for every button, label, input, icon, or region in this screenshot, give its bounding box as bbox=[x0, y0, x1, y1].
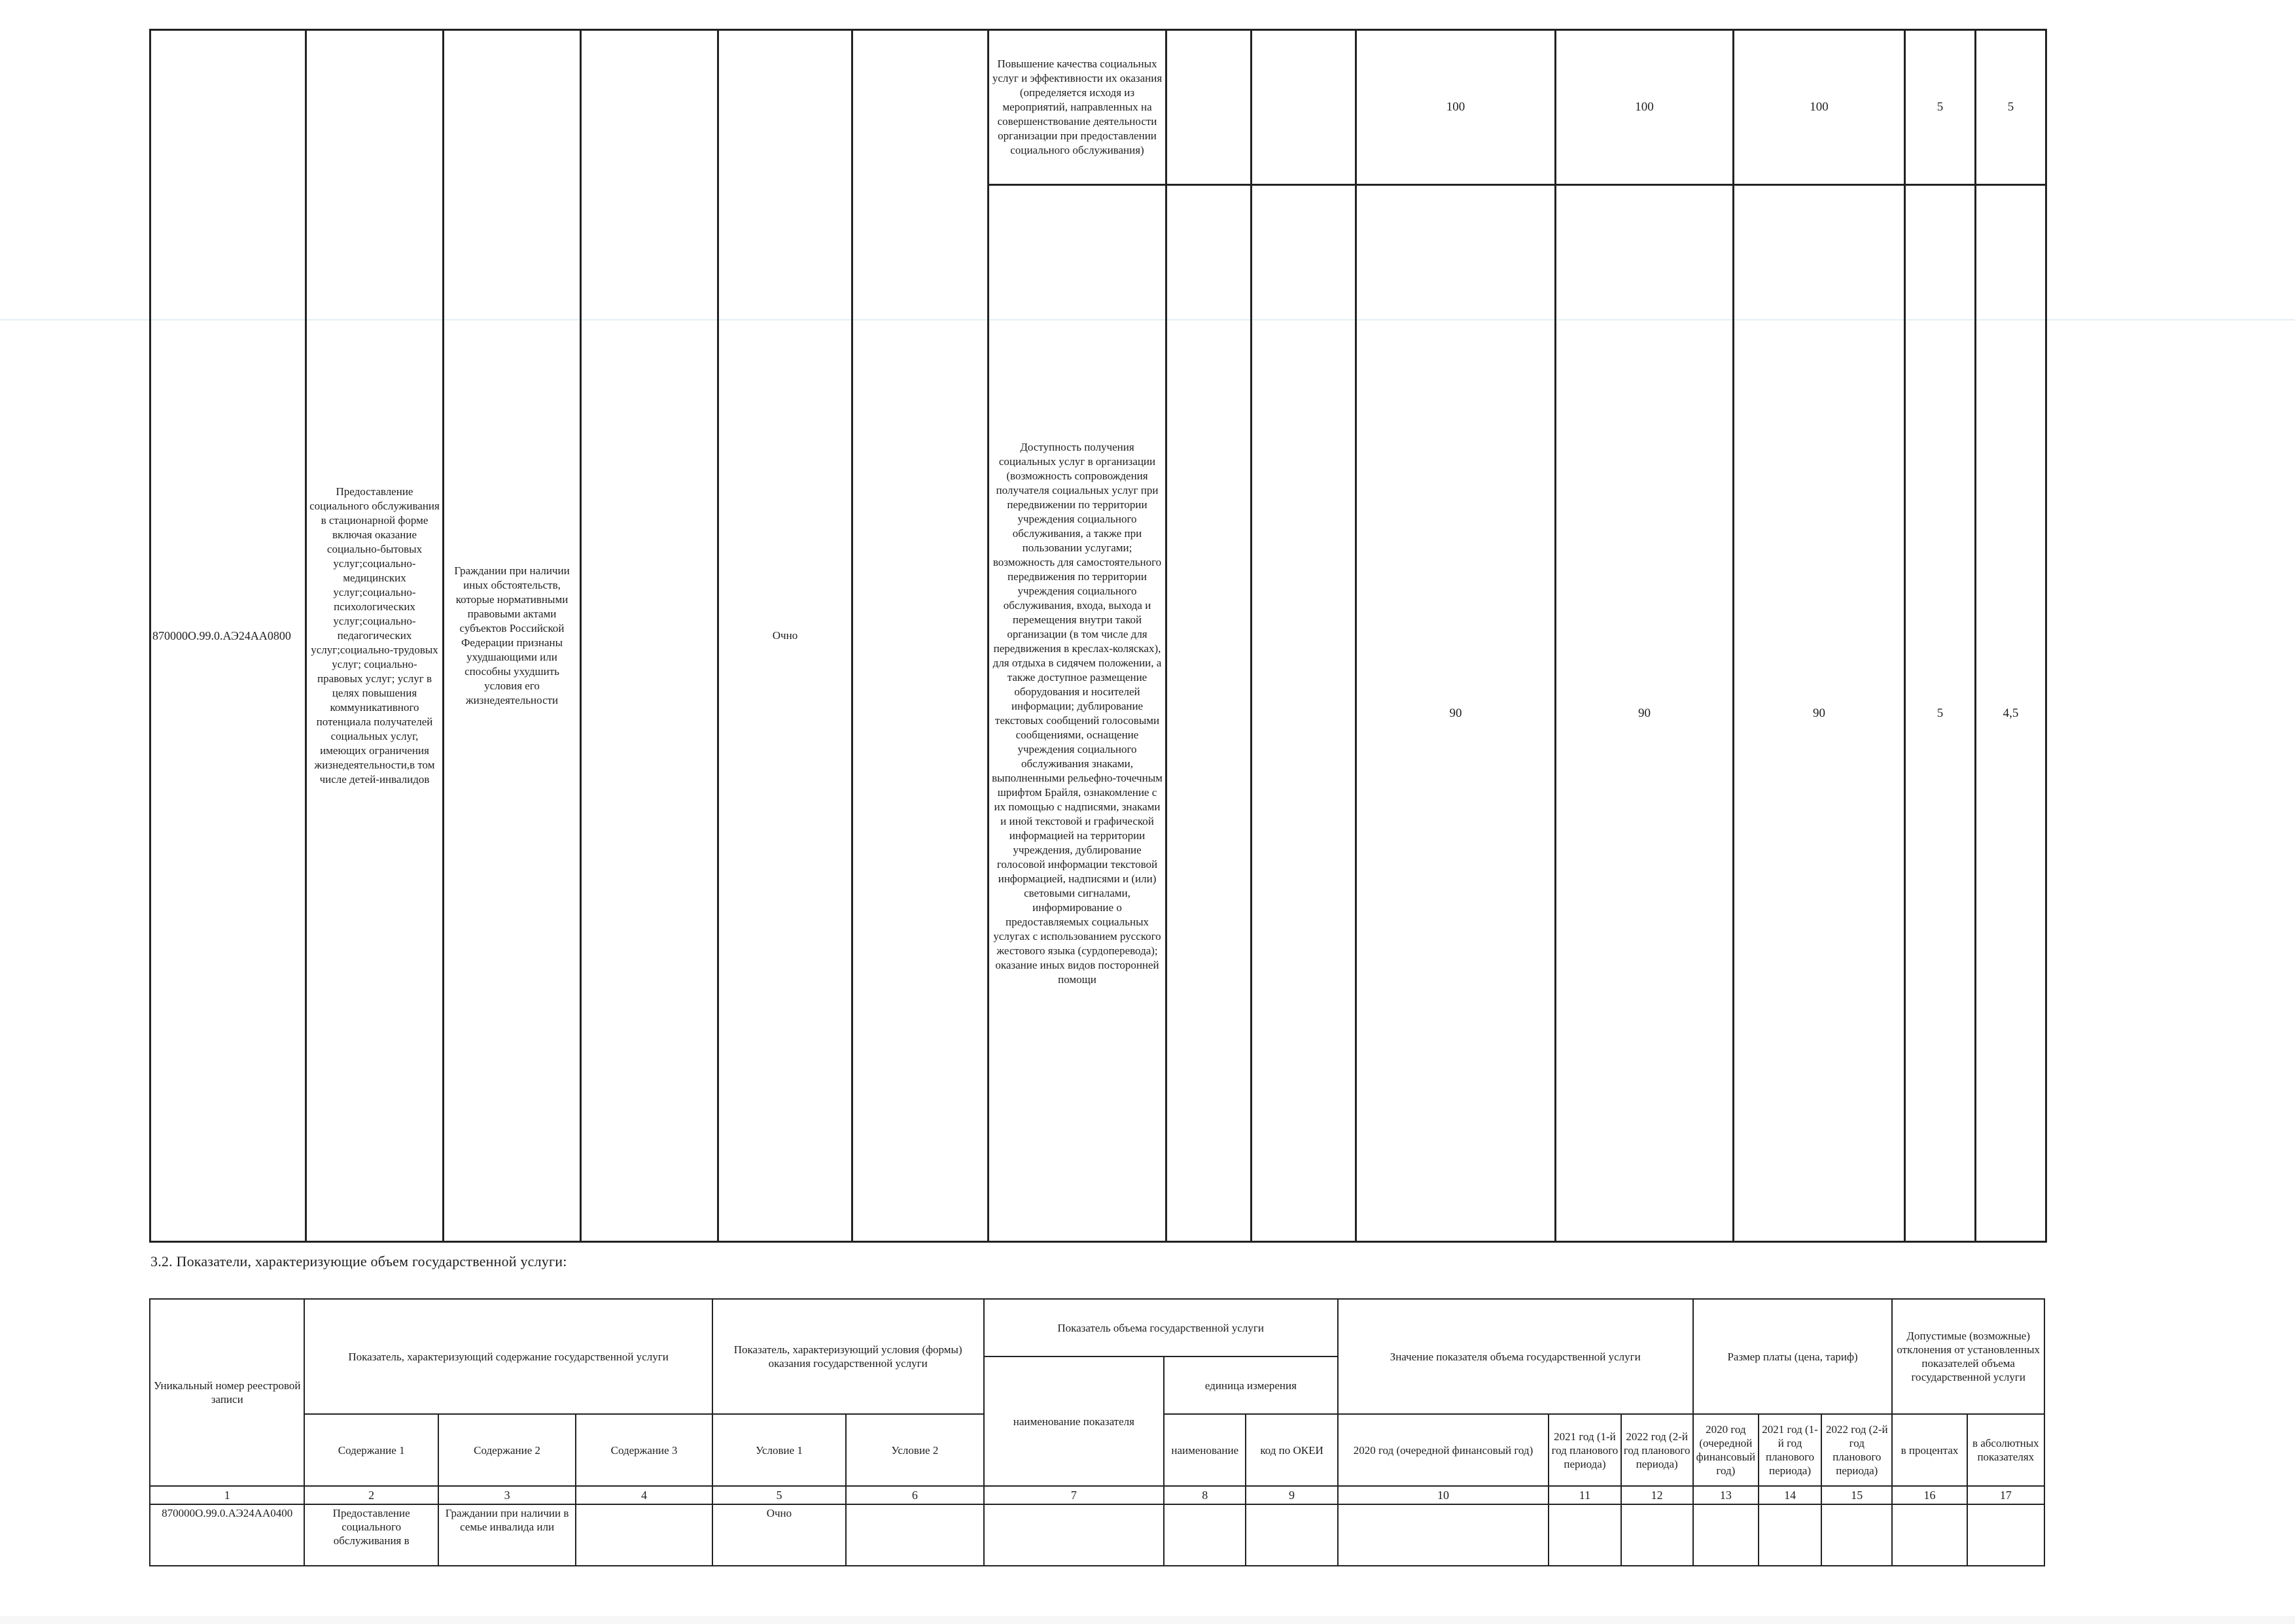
column-number: 9 bbox=[1246, 1486, 1337, 1504]
value-2021-cell: 100 bbox=[1556, 30, 1734, 185]
unit-name-header: наименование bbox=[1164, 1414, 1246, 1486]
table-row bbox=[150, 30, 2046, 185]
deviation-percent-cell bbox=[1892, 1504, 1967, 1566]
column-number: 15 bbox=[1821, 1486, 1892, 1504]
condition-2-header: Условие 2 bbox=[846, 1414, 983, 1486]
deviation-absolute-cell bbox=[1967, 1504, 2044, 1566]
fee-2020-cell bbox=[1693, 1504, 1759, 1566]
year-2020-cell bbox=[1338, 1504, 1549, 1566]
deviation-group-header: Допустимые (возможные) отклонения от установленных показателей объема государственной услуги bbox=[1892, 1299, 2044, 1414]
column-number: 17 bbox=[1967, 1486, 2044, 1504]
registry-number-header: Уникальный номер реестровой записи bbox=[150, 1299, 304, 1486]
column-number: 12 bbox=[1621, 1486, 1693, 1504]
year-2022-cell bbox=[1621, 1504, 1693, 1566]
fee-2021-cell bbox=[1759, 1504, 1821, 1566]
column-number: 1 bbox=[150, 1486, 304, 1504]
content-3-cell bbox=[581, 30, 718, 1242]
deviation-percent-cell: 5 bbox=[1905, 30, 1976, 185]
deviation-percent-header: в процентах bbox=[1892, 1414, 1967, 1486]
fee-2020-header: 2020 год (очередной финансовый год) bbox=[1693, 1414, 1759, 1486]
value-2020-cell: 100 bbox=[1356, 30, 1556, 185]
indicator-name-cell: Доступность получения социальных услуг в организации (возможность сопровождения получателя социальных услуг при передвижении по территории учреждения социального обслуживания, а также при пользовании услугами; возможность для самостоятельного передвижения по территории учреждения социального обслуживания, входа, выхода и перемещения внутри такой организации (в том числе для передвижения в креслах-колясках), для отдыха в сидячем положении, а также доступное размещение оборудования и носителей информации; дублирование текстовых сообщений голосовыми сообщениями, оснащение учреждения социального обслуживания знаками, выполненными рельефно-точечным шрифтом Брайля, ознакомление с их помощью с надписями, знаками и иной текстовой и графической информацией на территории учреждения, дублирование голосовой информации текстовой информацией, надписями и (или) световыми сигналами, информирование о предоставляемых социальных услугах с использованием русского жестового языка (сурдоперевода); оказание иных видов посторонней помощи bbox=[989, 185, 1166, 1242]
volume-value-group-header: Значение показателя объема государственной услуги bbox=[1338, 1299, 1693, 1414]
year-2021-cell bbox=[1549, 1504, 1621, 1566]
column-number: 16 bbox=[1892, 1486, 1967, 1504]
section-caption: 3.2. Показатели, характеризующие объем государственной услуги: bbox=[150, 1253, 567, 1270]
volume-indicators-table bbox=[149, 1298, 2045, 1566]
deviation-absolute-header: в абсолютных показателях bbox=[1967, 1414, 2044, 1486]
content-3-header: Содержание 3 bbox=[576, 1414, 712, 1486]
fee-2022-cell bbox=[1821, 1504, 1892, 1566]
value-2020-cell: 90 bbox=[1356, 185, 1556, 1242]
year-2022-header: 2022 год (2-й год планового периода) bbox=[1621, 1414, 1693, 1486]
fee-2022-header: 2022 год (2-й год планового периода) bbox=[1821, 1414, 1892, 1486]
registry-number-cell: 870000О.99.0.АЭ24АА0800 bbox=[150, 30, 306, 1242]
registry-number-cell: 870000О.99.0.АЭ24АА0400 bbox=[150, 1504, 304, 1566]
column-number: 5 bbox=[712, 1486, 846, 1504]
column-number: 10 bbox=[1338, 1486, 1549, 1504]
deviation-absolute-cell: 5 bbox=[1976, 30, 2046, 185]
condition-group-header: Показатель, характеризующий условия (формы) оказания государственной услуги bbox=[712, 1299, 984, 1414]
deviation-percent-cell: 5 bbox=[1905, 185, 1976, 1242]
value-2021-cell: 90 bbox=[1556, 185, 1734, 1242]
okei-code-cell bbox=[1252, 30, 1356, 185]
volume-group-header: Показатель объема государственной услуги bbox=[984, 1299, 1338, 1356]
deviation-absolute-cell: 4,5 bbox=[1976, 185, 2046, 1242]
indicator-name-header: наименование показателя bbox=[984, 1356, 1165, 1486]
condition-2-cell bbox=[852, 30, 989, 1242]
column-number-row bbox=[150, 1486, 2044, 1504]
content-1-cell: Предоставление социального обслуживания в стационарной форме включая оказание социально-бытовых услуг;социально-медицинских услуг;социально-психологических услуг;социально-педагогических услуг;социально-трудовых услуг; социально-правовых услуг; услуг в целях повышения коммуникативного потенциала получателей социальных услуг, имеющих ограничения жизнедеятельности,в том числе детей-инвалидов bbox=[306, 30, 444, 1242]
okei-code-cell bbox=[1252, 185, 1356, 1242]
indicator-name-cell: Повышение качества социальных услуг и эффективности их оказания (определяется исходя из мероприятий, направленных на совершенствование деятельности организации при предоставлении социального обслуживания) bbox=[989, 30, 1166, 185]
fee-2021-header: 2021 год (1-й год планового периода) bbox=[1759, 1414, 1821, 1486]
unit-name-cell bbox=[1166, 30, 1252, 185]
fee-group-header: Размер платы (цена, тариф) bbox=[1693, 1299, 1893, 1414]
content-2-header: Содержание 2 bbox=[438, 1414, 576, 1486]
column-number: 7 bbox=[984, 1486, 1165, 1504]
okei-code-header: код по ОКЕИ bbox=[1246, 1414, 1337, 1486]
column-number: 6 bbox=[846, 1486, 983, 1504]
content-group-header: Показатель, характеризующий содержание государственной услуги bbox=[304, 1299, 712, 1414]
unit-name-cell bbox=[1164, 1504, 1246, 1566]
column-number: 8 bbox=[1164, 1486, 1246, 1504]
content-2-cell: Граждании при наличии иных обстоятельств, которые нормативными правовыми актами субъектов Российской Федерации признаны ухудшающими или способны ухудшить условия его жизнедеятельности bbox=[444, 30, 581, 1242]
unit-header: единица измерения bbox=[1164, 1356, 1338, 1414]
value-2022-cell: 100 bbox=[1734, 30, 1905, 185]
column-number: 4 bbox=[576, 1486, 712, 1504]
condition-2-cell bbox=[846, 1504, 983, 1566]
okei-code-cell bbox=[1246, 1504, 1337, 1566]
column-number: 3 bbox=[438, 1486, 576, 1504]
column-number: 13 bbox=[1693, 1486, 1759, 1504]
condition-1-cell: Очно bbox=[712, 1504, 846, 1566]
year-2020-header: 2020 год (очередной финансовый год) bbox=[1338, 1414, 1549, 1486]
indicator-name-cell bbox=[984, 1504, 1165, 1566]
condition-1-header: Условие 1 bbox=[712, 1414, 846, 1486]
column-number: 2 bbox=[304, 1486, 438, 1504]
header-row bbox=[150, 1299, 2044, 1356]
unit-name-cell bbox=[1166, 185, 1252, 1242]
column-number: 11 bbox=[1549, 1486, 1621, 1504]
quality-indicators-table bbox=[149, 29, 2047, 1243]
year-2021-header: 2021 год (1-й год планового периода) bbox=[1549, 1414, 1621, 1486]
column-number: 14 bbox=[1759, 1486, 1821, 1504]
content-1-header: Содержание 1 bbox=[304, 1414, 438, 1486]
table-row bbox=[150, 1504, 2044, 1566]
value-2022-cell: 90 bbox=[1734, 185, 1905, 1242]
content-3-cell bbox=[576, 1504, 712, 1566]
condition-1-cell: Очно bbox=[718, 30, 852, 1242]
page-edge bbox=[0, 1616, 2295, 1624]
content-1-cell: Предоставление социального обслуживания в bbox=[304, 1504, 438, 1566]
content-2-cell: Граждании при наличии в семье инвалида или bbox=[438, 1504, 576, 1566]
